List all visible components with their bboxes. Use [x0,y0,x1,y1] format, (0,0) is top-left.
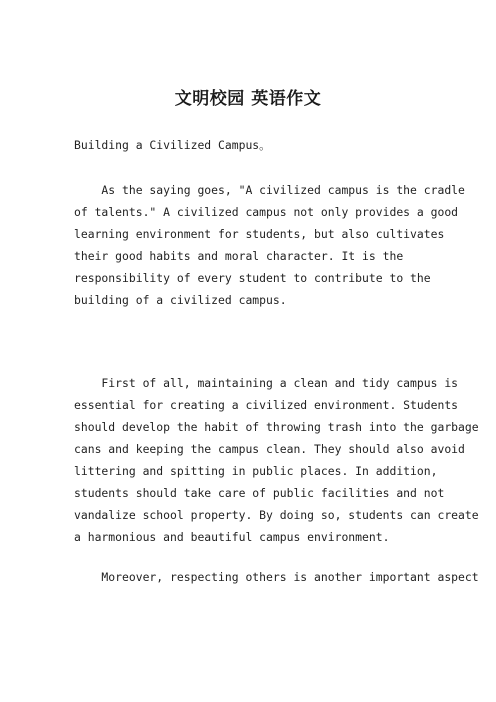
paragraph-line: of talents." A civilized campus not only provides a good [74,205,459,219]
document-title: 文明校园 英语作文 [174,89,322,109]
paragraph-line: a harmonious and beautiful campus environment. [74,530,390,544]
essay-subtitle [74,134,424,156]
paragraph-line: First of all, maintaining a clean and tidy campus is [74,376,459,390]
paragraph-line: essential for creating a civilized environment. Students [74,398,459,412]
paragraph-line: learning environment for students, but also cultivates [74,227,445,241]
paragraph-line: littering and spitting in public places. In addition, [74,464,438,478]
paragraph-line: cans and keeping the campus clean. They should also avoid [74,442,465,456]
paragraph-line: building of a civilized campus. [74,293,287,307]
subtitle-line: Building a Civilized Campus。 [74,138,271,152]
paragraph-line: As the saying goes, "A civilized campus is the cradle [74,183,465,197]
paragraph-2 [74,372,479,548]
paragraph-line: vandalize school property. By doing so, students can create [74,508,479,522]
paragraph-line: responsibility of every student to contribute to the [74,271,431,285]
paragraph-line: Moreover, respecting others is another important aspect [74,570,479,584]
paragraph-line: students should take care of public facilities and not [74,486,445,500]
paragraph-line: should develop the habit of throwing trash into the garbage [74,420,479,434]
paragraph-1 [74,179,465,311]
paragraph-line: their good habits and moral character. It is the [74,249,404,263]
paragraph-3 [74,566,479,588]
